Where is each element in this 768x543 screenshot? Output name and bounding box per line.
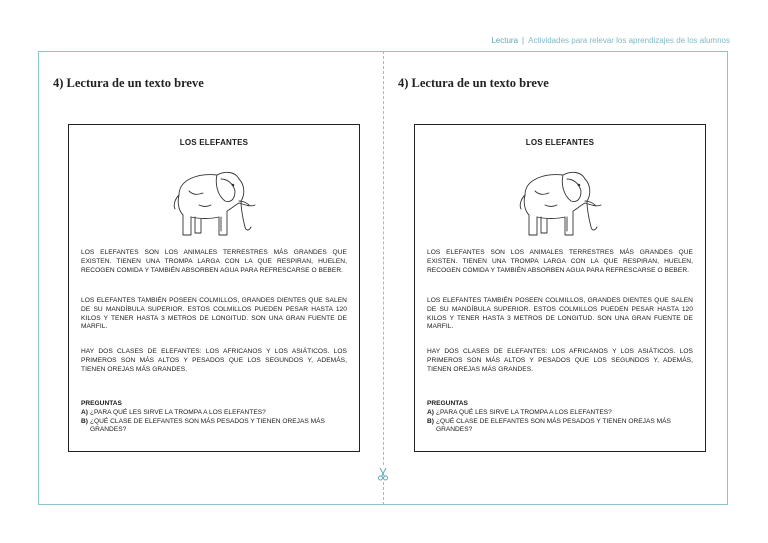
question-text: ¿QUÉ CLASE DE ELEFANTES SON MÁS PESADOS Y TIENEN OREJAS MÁS GRANDES?: [90, 417, 325, 434]
question-text: ¿PARA QUÉ LES SIRVE LA TROMPA A LOS ELEFANTES?: [90, 408, 266, 416]
card-title: LOS ELEFANTES: [525, 138, 595, 147]
question-item: [81, 409, 347, 418]
question-item: [81, 418, 347, 436]
panel-title-right: 4) Lectura de un texto breve: [398, 76, 549, 90]
header-subtitle: Actividades para relevar los aprendizajes de los alumnos: [528, 36, 730, 45]
reading-card-right: [414, 124, 706, 452]
questions-heading: PREGUNTAS: [427, 400, 468, 407]
question-text: ¿PARA QUÉ LES SIRVE LA TROMPA A LOS ELEFANTES?: [436, 408, 612, 416]
question-letter: B): [81, 417, 88, 425]
paragraph-3: HAY DOS CLASES DE ELEFANTES: LOS AFRICANOS Y LOS ASIÁTICOS. LOS PRIMEROS SON MÁS ALTOS Y PESADOS QUE LOS SEGUNDOS Y, ADEMÁS, TIENEN OREJAS MÁS GRANDES.: [81, 348, 347, 373]
paragraph-1: LOS ELEFANTES SON LOS ANIMALES TERRESTRES MÁS GRANDES QUE EXISTEN. TIENEN UNA TROMPA LARGA CON LA QUE RESPIRAN, HUELEN, RECOGEN COMIDA Y TAMBIÉN ABSORBEN AGUA PARA REFRESCARSE O BEBER.: [81, 249, 347, 274]
cut-line: [383, 51, 384, 505]
question-letter: A): [427, 408, 434, 416]
panel-title-left: 4) Lectura de un texto breve: [53, 76, 204, 90]
elephant-drawing-icon: [515, 165, 605, 241]
paragraph-2: LOS ELEFANTES TAMBIÉN POSEEN COLMILLOS, GRANDES DIENTES QUE SALEN DE SU MANDÍBULA SUPERIOR. ESTOS COLMILLOS PUEDEN PESAR HASTA 120 KILOS Y TENER HASTA 3 METROS DE LONGITUD. SON UNA GRAN FUENTE DE MARFIL.: [427, 297, 693, 331]
question-letter: A): [81, 408, 88, 416]
questions-heading: PREGUNTAS: [81, 400, 122, 407]
header-separator: |: [522, 36, 525, 45]
question-letter: B): [427, 417, 434, 425]
card-title: LOS ELEFANTES: [179, 138, 249, 147]
paragraph-1: LOS ELEFANTES SON LOS ANIMALES TERRESTRES MÁS GRANDES QUE EXISTEN. TIENEN UNA TROMPA LARGA CON LA QUE RESPIRAN, HUELEN, RECOGEN COMIDA Y TAMBIÉN ABSORBEN AGUA PARA REFRESCARSE O BEBER.: [427, 249, 693, 274]
question-item: [427, 418, 693, 436]
questions-block: [81, 400, 347, 435]
paragraph-2: LOS ELEFANTES TAMBIÉN POSEEN COLMILLOS, GRANDES DIENTES QUE SALEN DE SU MANDÍBULA SUPERIOR. ESTOS COLMILLOS PUEDEN PESAR HASTA 120 KILOS Y TENER HASTA 3 METROS DE LONGITUD. SON UNA GRAN FUENTE DE MARFIL.: [81, 297, 347, 331]
elephant-drawing-icon: [169, 165, 259, 241]
scissors-icon: [377, 467, 389, 481]
reading-card-left: [68, 124, 360, 452]
questions-block: [427, 400, 693, 435]
question-item: [427, 409, 693, 418]
question-text: ¿QUÉ CLASE DE ELEFANTES SON MÁS PESADOS Y TIENEN OREJAS MÁS GRANDES?: [436, 417, 671, 434]
paragraph-3: HAY DOS CLASES DE ELEFANTES: LOS AFRICANOS Y LOS ASIÁTICOS. LOS PRIMEROS SON MÁS ALTOS Y PESADOS QUE LOS SEGUNDOS Y, ADEMÁS, TIENEN OREJAS MÁS GRANDES.: [427, 348, 693, 373]
page-header: [491, 36, 730, 45]
header-section: Lectura: [491, 36, 519, 45]
